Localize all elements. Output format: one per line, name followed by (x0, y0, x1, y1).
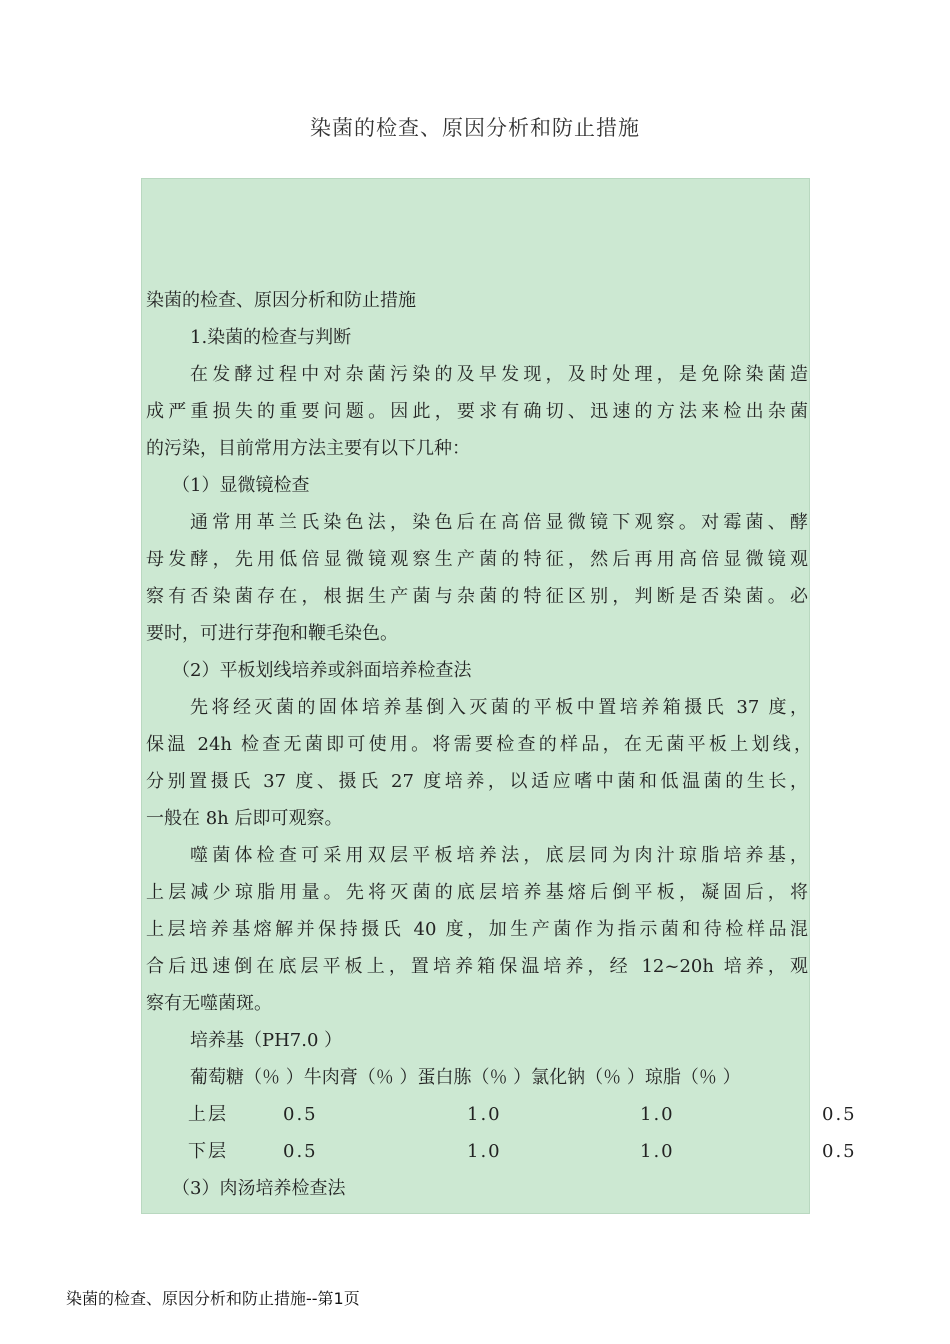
paragraph-line: 在发酵过程中对杂菌污染的及早发现，及时处理，是免除染菌造 (190, 364, 808, 385)
subsection-heading-3: （3）肉汤培养检查法 (172, 1178, 346, 1199)
cell-agar: 0.5 (822, 1141, 857, 1162)
paragraph-line: 通常用革兰氏染色法，染色后在高倍显微镜下观察。对霉菌、酵 (190, 512, 808, 533)
paragraph-line: 上层培养基熔解并保持摄氏 40 度，加生产菌作为指示菌和待检样品混 (146, 919, 808, 940)
cell-glucose: 0.5 (283, 1141, 318, 1162)
paragraph-line: 保温 24h 检查无菌即可使用。将需要检查的样品，在无菌平板上划线， (146, 734, 812, 755)
section-heading-1: 1.染菌的检查与判断 (190, 327, 352, 348)
subsection-heading-2: （2）平板划线培养或斜面培养检查法 (172, 660, 472, 681)
medium-table-header: 葡萄糖（％ ）牛肉膏（％ ）蛋白胨（％ ）氯化钠（％ ）琼脂（％ ） (190, 1067, 741, 1088)
page-footer: 染菌的检查、原因分析和防止措施--第1页 (66, 1289, 360, 1308)
row-label: 下层 (188, 1141, 228, 1162)
paragraph-line: 先将经灭菌的固体培养基倒入灭菌的平板中置培养箱摄氏 37 度， (190, 697, 808, 718)
cell-glucose: 0.5 (283, 1104, 318, 1125)
paragraph-line: 的污染，目前常用方法主要有以下几种： (146, 438, 470, 459)
body-heading: 染菌的检查、原因分析和防止措施 (146, 290, 416, 311)
document-body (146, 282, 857, 1207)
cell-peptone: 1.0 (640, 1104, 675, 1125)
paragraph-line: 上层减少琼脂用量。先将灭菌的底层培养基熔后倒平板，凝固后，将 (146, 882, 808, 903)
row-label: 上层 (188, 1104, 228, 1125)
paragraph-line: 要时，可进行芽孢和鞭毛染色。 (146, 623, 398, 644)
medium-table-row (146, 1096, 857, 1133)
paragraph-line: 一般在 8h 后即可观察。 (146, 808, 343, 829)
paragraph-line: 察有无噬菌斑。 (146, 993, 272, 1014)
paragraph-line: 合后迅速倒在底层平板上，置培养箱保温培养，经 12~20h 培养，观 (146, 956, 808, 977)
medium-label: 培养基（PH7.0 ） (190, 1030, 343, 1051)
paragraph-line: 成严重损失的重要问题。因此，要求有确切、迅速的方法来检出杂菌 (146, 401, 808, 422)
paragraph-line: 分别置摄氏 37 度、摄氏 27 度培养，以适应嗜中菌和低温菌的生长， (146, 771, 808, 792)
cell-agar: 0.5 (822, 1104, 857, 1125)
cell-beef-extract: 1.0 (467, 1141, 502, 1162)
subsection-heading-1: （1）显微镜检查 (172, 475, 310, 496)
paragraph-line: 察有否染菌存在，根据生产菌与杂菌的特征区别，判断是否染菌。必 (146, 586, 808, 607)
cell-beef-extract: 1.0 (467, 1104, 502, 1125)
cell-peptone: 1.0 (640, 1141, 675, 1162)
paragraph-line: 噬菌体检查可采用双层平板培养法，底层同为肉汁琼脂培养基， (190, 845, 808, 866)
paragraph-line: 母发酵，先用低倍显微镜观察生产菌的特征，然后再用高倍显微镜观 (146, 549, 808, 570)
document-title: 染菌的检查、原因分析和防止措施 (310, 116, 640, 140)
medium-table-row (146, 1133, 857, 1170)
